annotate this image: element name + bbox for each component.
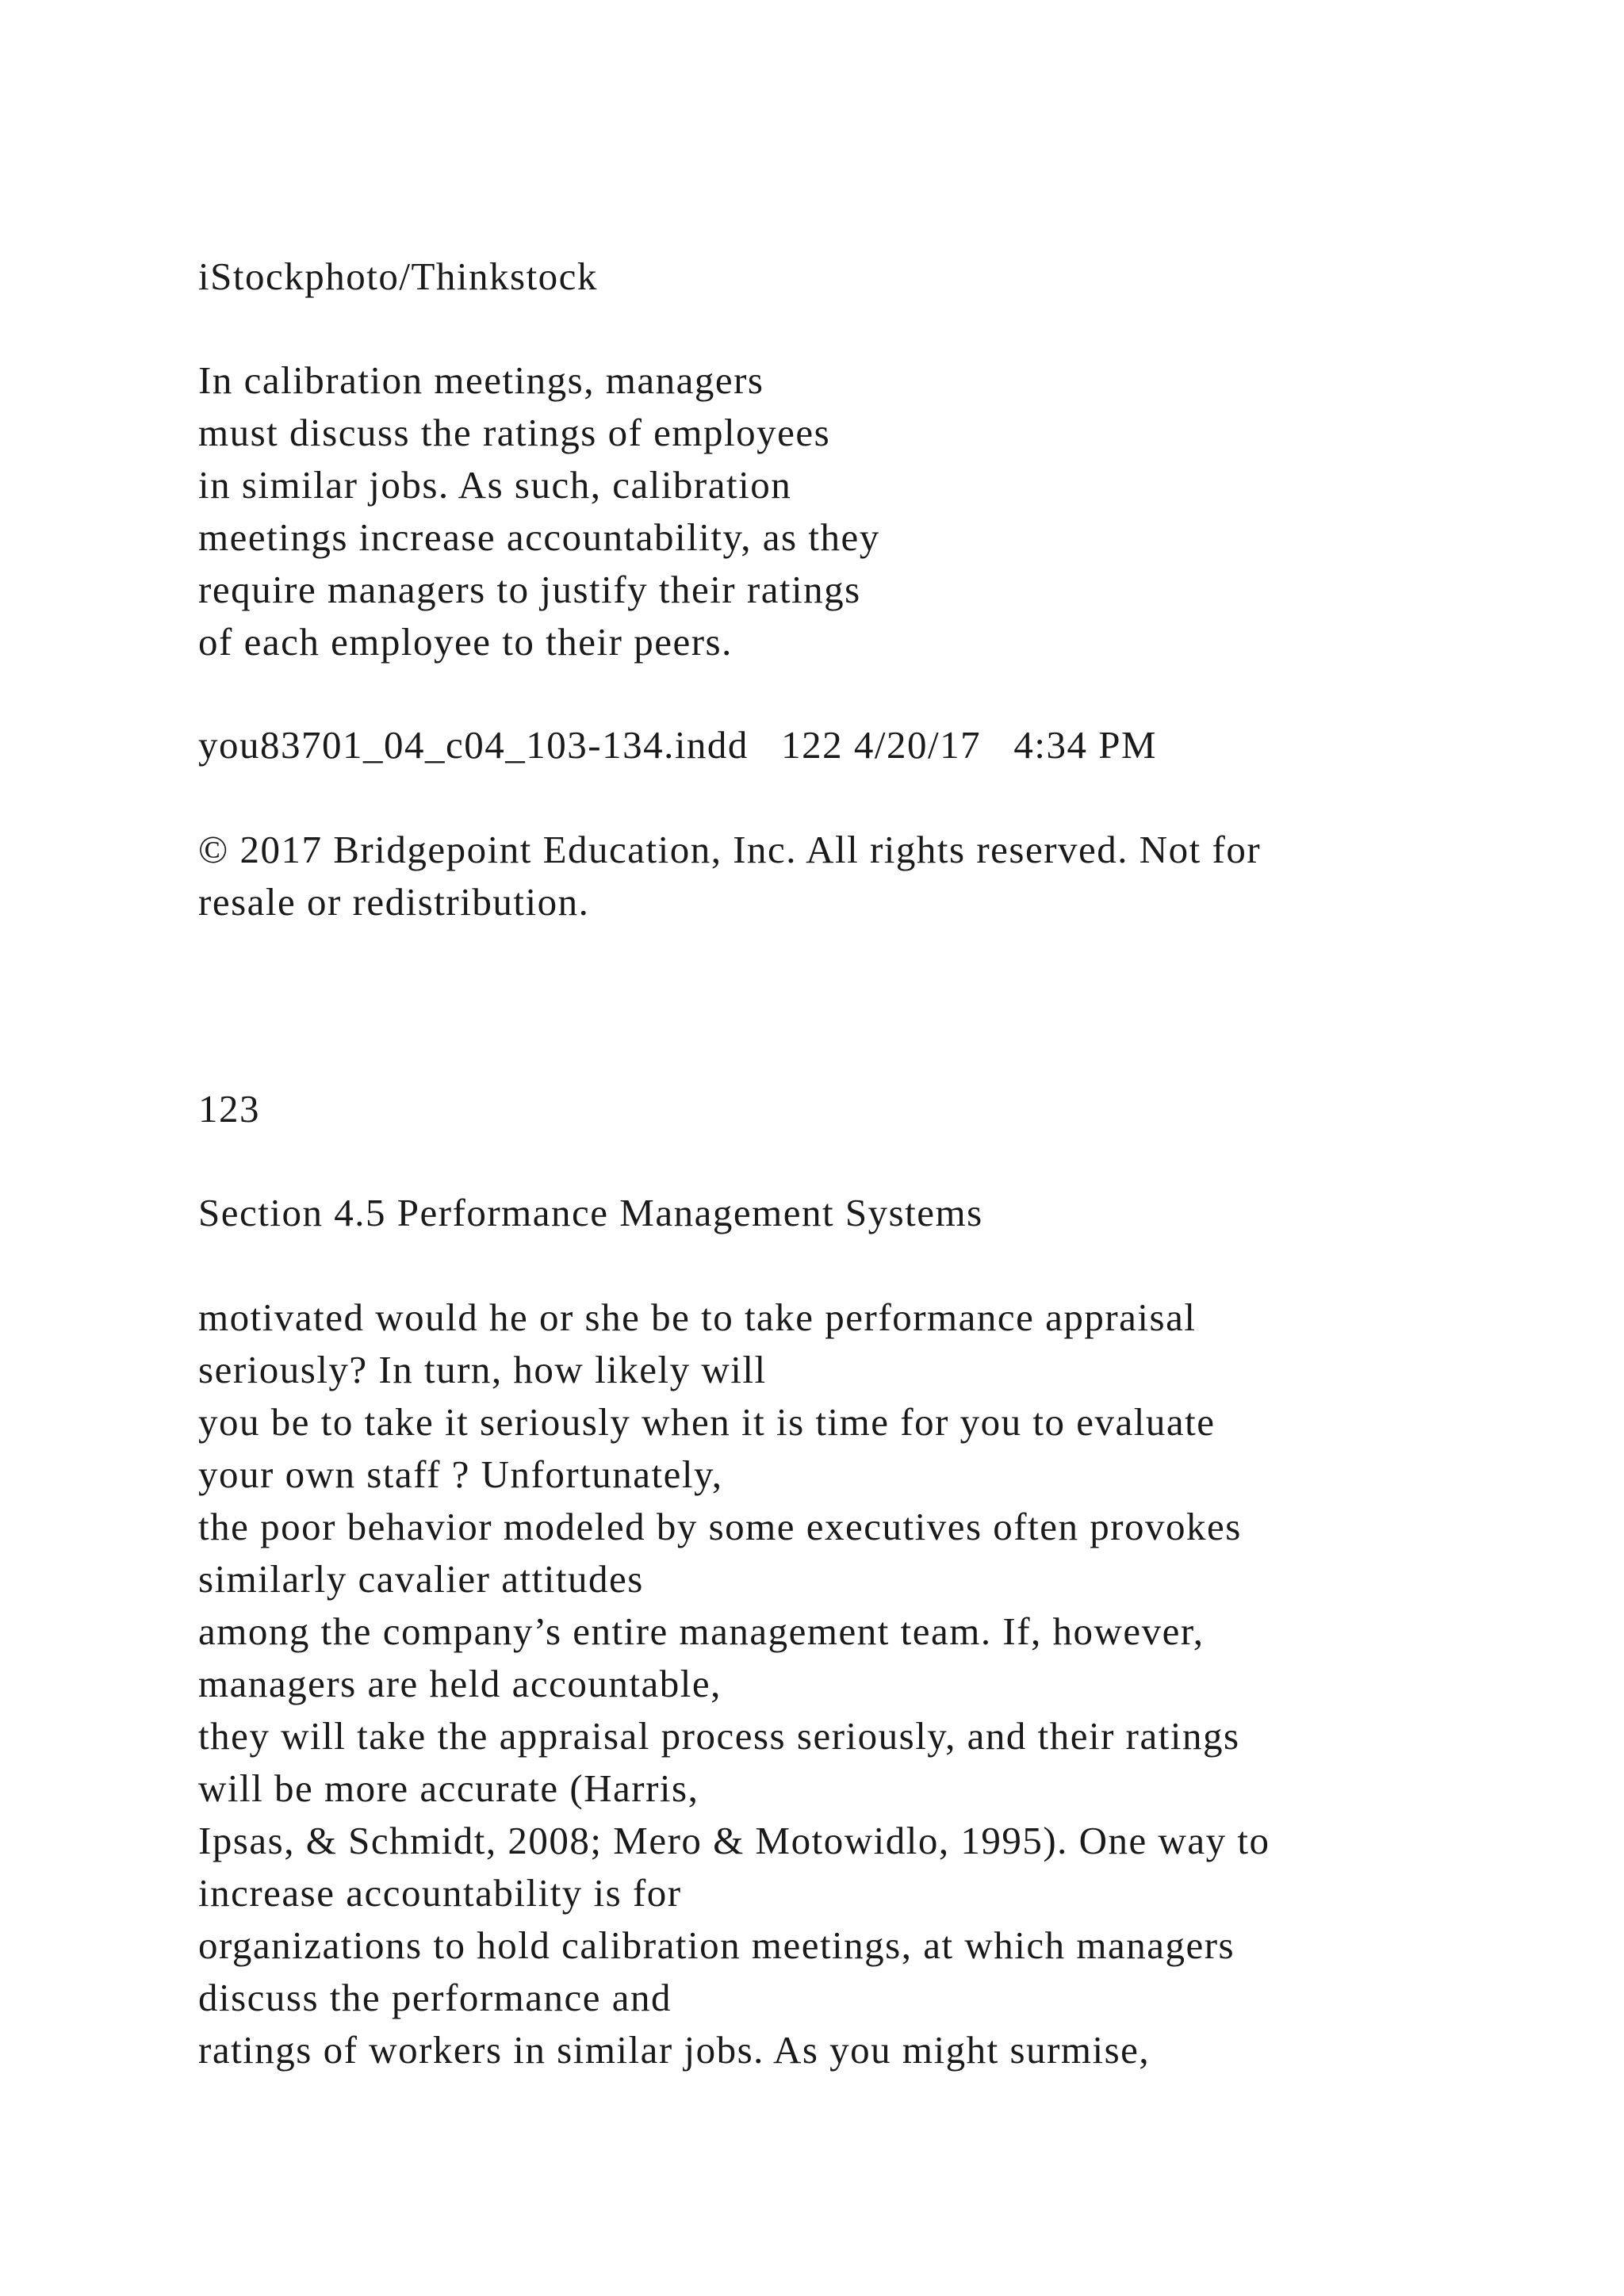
page-number: 123 [198,1087,260,1131]
caption-line: of each employee to their peers. [198,620,733,664]
caption-line: In calibration meetings, managers [198,358,764,402]
photo-credit: iStockphoto/Thinkstock [198,254,598,298]
body-line: will be more accurate (Harris, [198,1766,699,1810]
section-heading: Section 4.5 Performance Management Systems [198,1191,983,1234]
body-line: increase accountability is for [198,1871,682,1915]
body-line: seriously? In turn, how likely will [198,1348,767,1391]
body-line: Ipsas, & Schmidt, 2008; Mero & Motowidlo, 1995). One way to [198,1819,1270,1862]
body-line: your own staff ? Unfortunately, [198,1452,723,1496]
body-line: they will take the appraisal process seriously, and their ratings [198,1714,1240,1758]
caption-line: in similar jobs. As such, calibration [198,463,792,507]
body-line: managers are held accountable, [198,1662,722,1705]
body-line: the poor behavior modeled by some executives often provokes [198,1505,1242,1548]
body-line: organizations to hold calibration meetings, at which managers [198,1923,1235,1967]
file-slug: you83701_04_c04_103-134.indd 122 4/20/17 4:34 PM [198,723,1158,767]
body-line: motivated would he or she be to take performance appraisal [198,1295,1197,1339]
body-line: among the company’s entire management team. If, however, [198,1609,1205,1653]
caption-line: must discuss the ratings of employees [198,411,831,454]
copyright-line: © 2017 Bridgepoint Education, Inc. All rights reserved. Not for [198,828,1262,871]
caption-line: meetings increase accountability, as they [198,515,880,559]
copyright-line: resale or redistribution. [198,880,590,924]
body-line: you be to take it seriously when it is time for you to evaluate [198,1400,1216,1444]
body-line: ratings of workers in similar jobs. As you might surmise, [198,2028,1151,2072]
body-line: discuss the performance and [198,1976,672,2019]
body-line: similarly cavalier attitudes [198,1557,644,1601]
caption-line: require managers to justify their ratings [198,568,861,611]
